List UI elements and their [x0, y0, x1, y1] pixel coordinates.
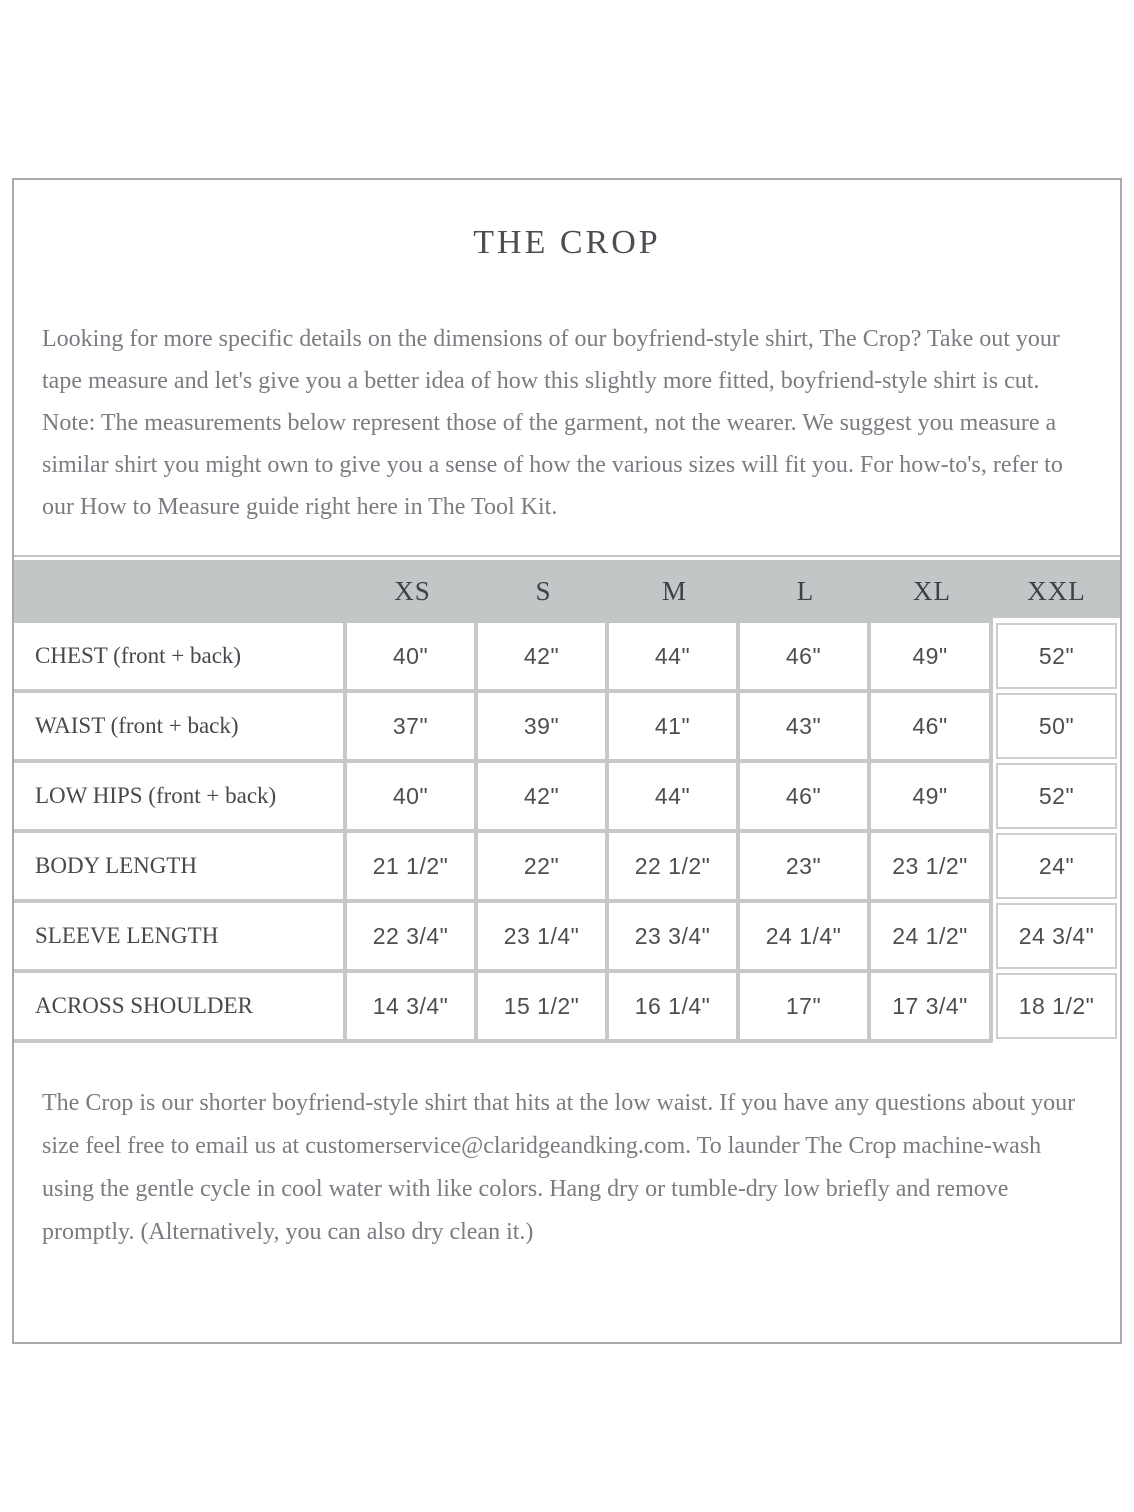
- size-cell: 49": [871, 623, 993, 693]
- row-label: LOW HIPS (front + back): [14, 763, 347, 833]
- table-row: [14, 903, 1120, 973]
- page-title: THE CROP: [473, 224, 661, 261]
- size-cell: 22 3/4": [347, 903, 478, 973]
- size-chart: [14, 555, 1120, 1043]
- size-cell-xxl: [993, 903, 1120, 973]
- row-label: CHEST (front + back): [14, 623, 347, 693]
- size-cell: 17": [740, 973, 871, 1043]
- column-header-l: L: [796, 576, 815, 606]
- table-row: [14, 833, 1120, 903]
- size-cell: 39": [478, 693, 609, 763]
- table-row: [14, 693, 1120, 763]
- table-row: [14, 973, 1120, 1043]
- size-cell: 14 3/4": [347, 973, 478, 1043]
- size-cell: 23 1/4": [478, 903, 609, 973]
- size-cell: 21 1/2": [347, 833, 478, 903]
- size-value: 52": [996, 623, 1117, 689]
- size-cell-xxl: [993, 763, 1120, 833]
- size-cell: 23 3/4": [609, 903, 740, 973]
- size-cell: 24 1/2": [871, 903, 993, 973]
- size-cell: 41": [609, 693, 740, 763]
- size-cell: 46": [871, 693, 993, 763]
- table-row: [14, 763, 1120, 833]
- size-cell: 22": [478, 833, 609, 903]
- size-cell: 44": [609, 763, 740, 833]
- header-spacer: [14, 560, 347, 623]
- size-cell: 40": [347, 623, 478, 693]
- size-cell: 15 1/2": [478, 973, 609, 1043]
- size-value: 50": [996, 693, 1117, 759]
- size-cell: 17 3/4": [871, 973, 993, 1043]
- size-cell: 46": [740, 623, 871, 693]
- size-cell: 43": [740, 693, 871, 763]
- size-cell: 22 1/2": [609, 833, 740, 903]
- column-header-xxl: XXL: [993, 560, 1120, 623]
- column-header-xs: XS: [394, 576, 431, 606]
- size-cell: 44": [609, 623, 740, 693]
- size-cell: 49": [871, 763, 993, 833]
- size-value: 18 1/2": [996, 973, 1117, 1039]
- size-cell-xxl: [993, 623, 1120, 693]
- size-cell: 23": [740, 833, 871, 903]
- size-cell-xxl: [993, 833, 1120, 903]
- size-cell: 16 1/4": [609, 973, 740, 1043]
- table-row: [14, 623, 1120, 693]
- size-value: 24": [996, 833, 1117, 899]
- size-value: 24 3/4": [996, 903, 1117, 969]
- row-label: WAIST (front + back): [14, 693, 347, 763]
- column-header-xl: XL: [913, 576, 951, 606]
- row-label: ACROSS SHOULDER: [14, 973, 347, 1043]
- chart-top-rule: [14, 555, 1120, 557]
- size-guide-panel: [12, 178, 1122, 1344]
- size-value: 52": [996, 763, 1117, 829]
- row-label: SLEEVE LENGTH: [14, 903, 347, 973]
- size-cell-xxl: [993, 973, 1120, 1043]
- size-cell: 46": [740, 763, 871, 833]
- size-cell: 42": [478, 763, 609, 833]
- intro-paragraph: Looking for more specific details on the dimensions of our boyfriend-style shirt, The Crop? Take out your tape measure and let's give you a better idea of how this slightly more fitted, boyfriend-style shirt is cut. Note: The measurements below represent those of the garment, not the wearer. We suggest you measure a similar shirt you might own to give you a sense of how the various sizes will fit you. For how-to's, refer to our How to Measure guide right here in The Tool Kit.: [42, 326, 1063, 520]
- row-label: BODY LENGTH: [14, 833, 347, 903]
- size-cell: 40": [347, 763, 478, 833]
- column-header-s: S: [535, 576, 552, 606]
- size-chart-header-row: [14, 560, 1120, 623]
- size-cell: 37": [347, 693, 478, 763]
- size-cell: 23 1/2": [871, 833, 993, 903]
- size-chart-body: [14, 623, 1120, 1043]
- column-header-m: M: [661, 576, 687, 606]
- size-cell-xxl: [993, 693, 1120, 763]
- size-cell: 42": [478, 623, 609, 693]
- footer-paragraph: The Crop is our shorter boyfriend-style shirt that hits at the low waist. If you have any questions about your size feel free to email us at customerservice@claridgeandking.com. To launder The Crop machine-wash using the gentle cycle in cool water with like colors. Hang dry or tumble-dry low briefly and remove promptly. (Alternatively, you can also dry clean it.): [42, 1090, 1076, 1245]
- size-cell: 24 1/4": [740, 903, 871, 973]
